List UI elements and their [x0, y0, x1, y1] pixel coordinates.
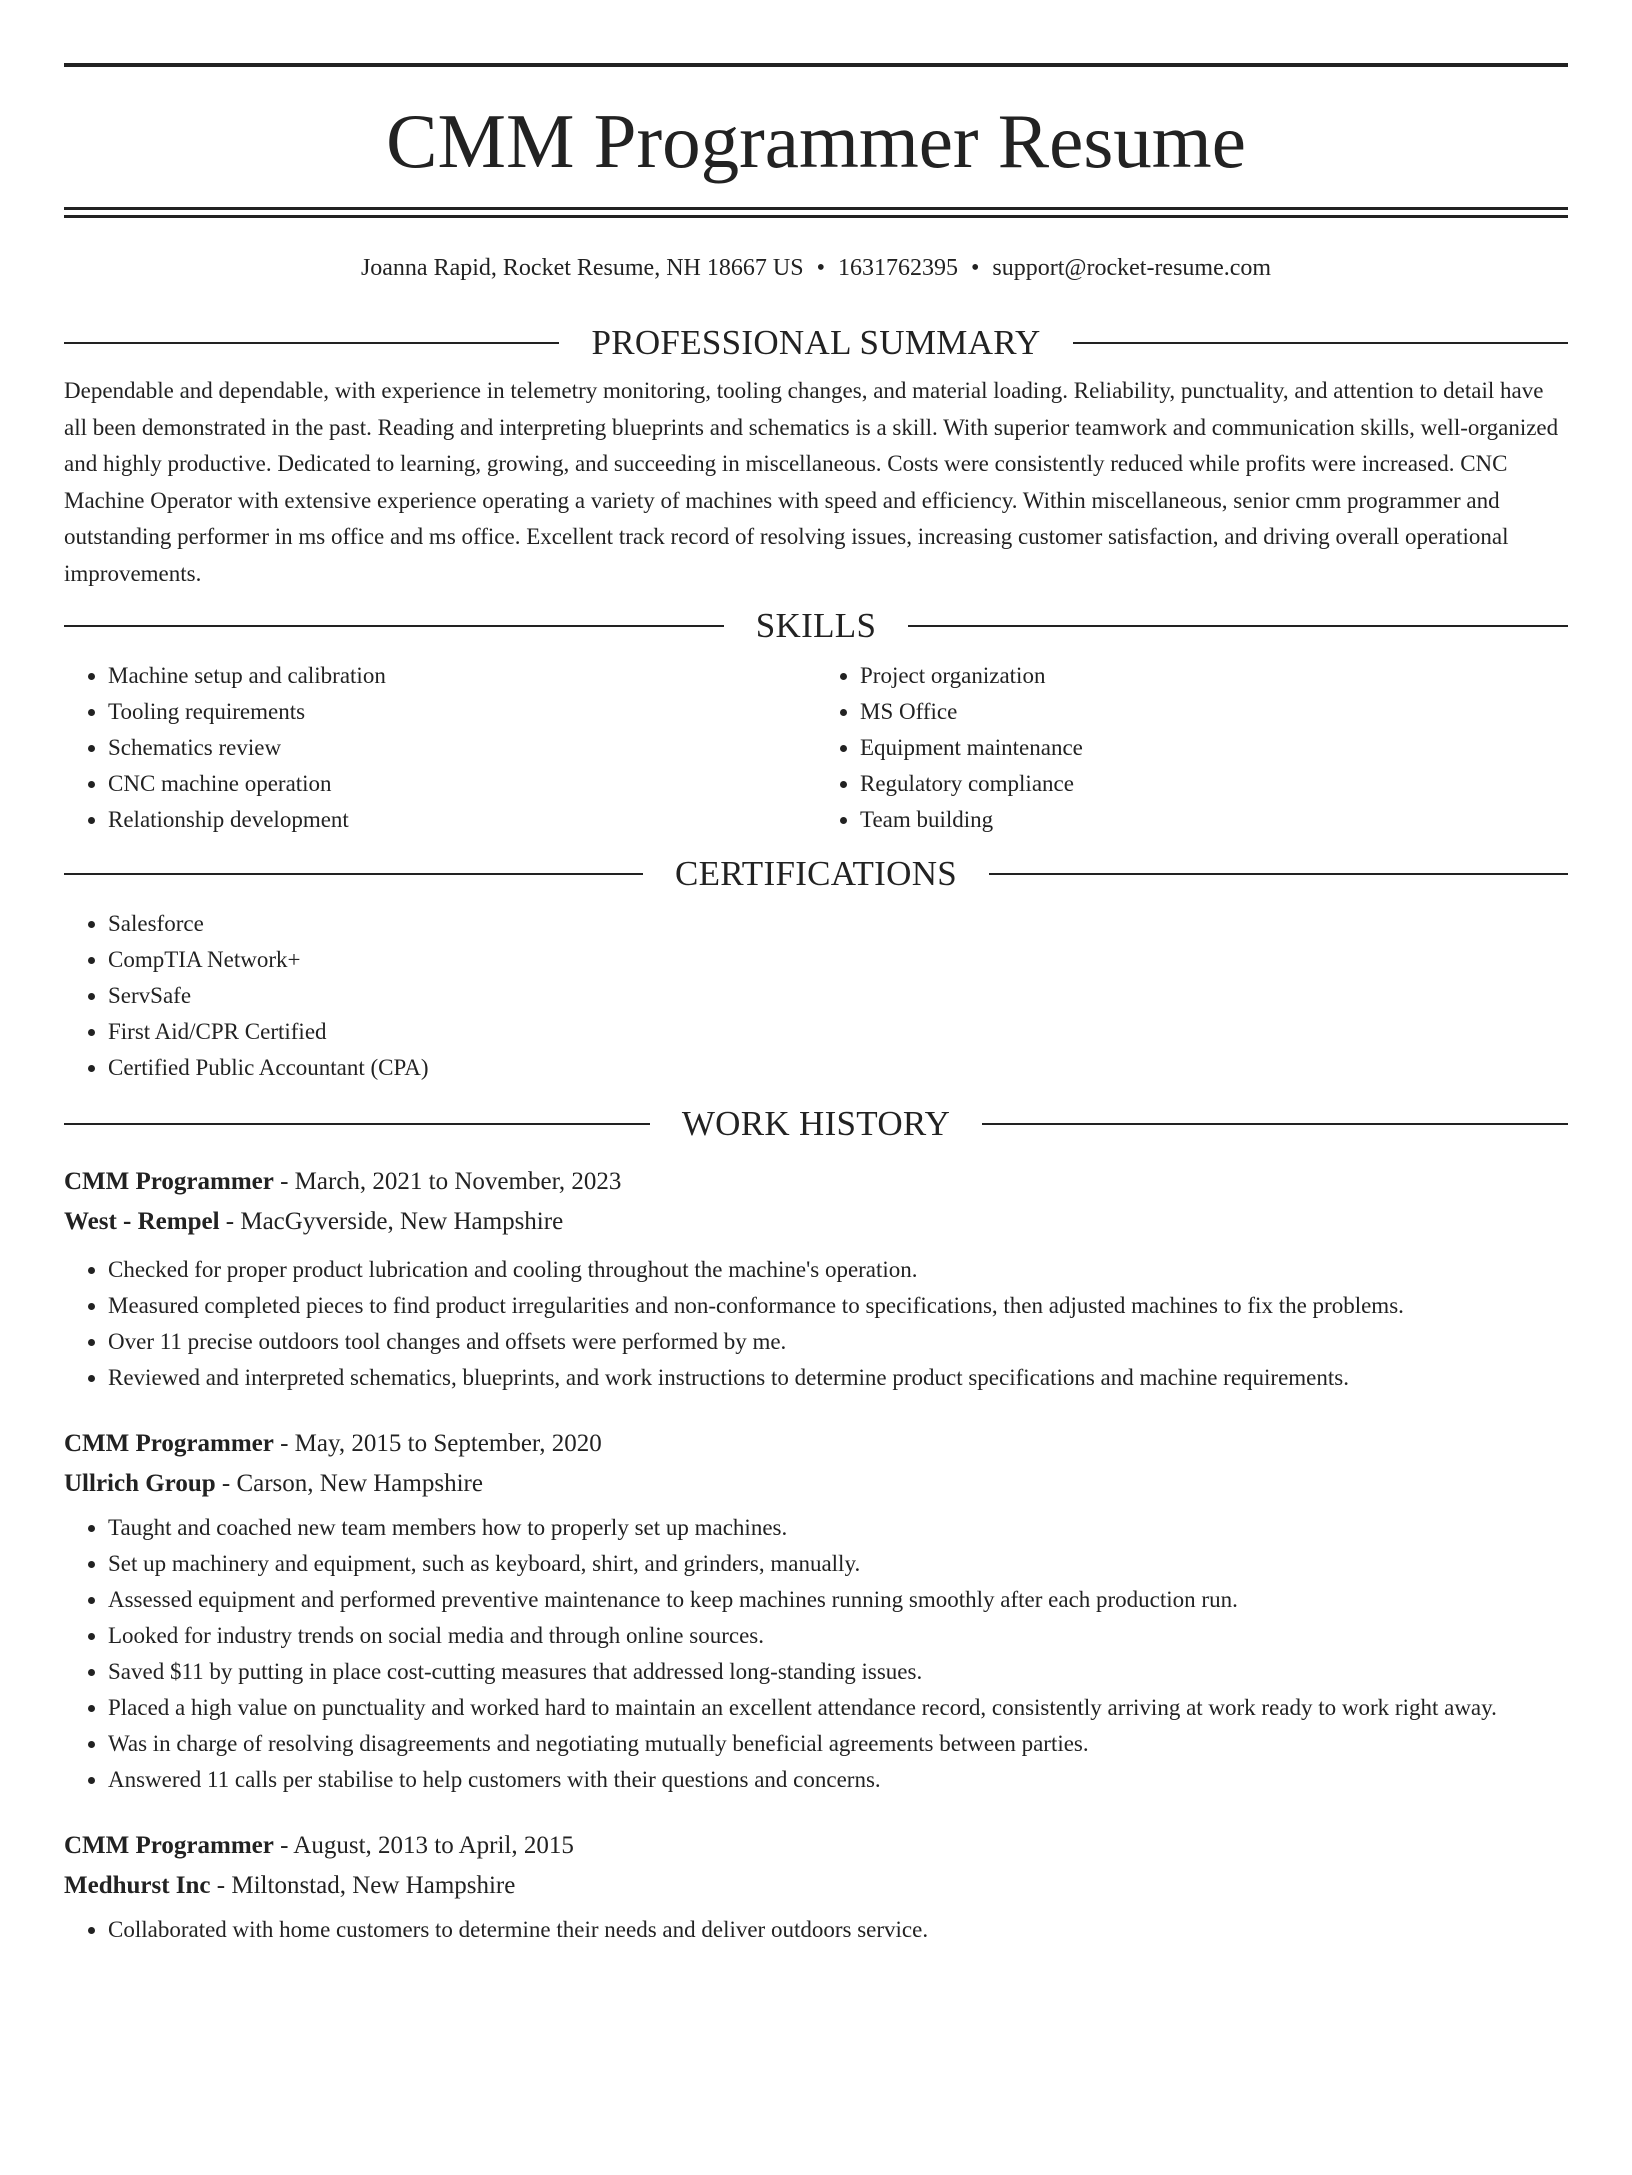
section-rule-left — [64, 625, 724, 627]
job-company: West - Rempel — [64, 1208, 220, 1235]
skills-heading: SKILLS — [755, 606, 877, 645]
section-rule-right — [982, 1123, 1568, 1125]
summary-heading: PROFESSIONAL SUMMARY — [591, 323, 1041, 362]
work-section-header — [64, 1102, 1568, 1146]
contact-address: Joanna Rapid, Rocket Resume, NH 18667 US — [360, 255, 804, 281]
list-item: • Tooling requirements — [108, 694, 816, 730]
list-item: • Checked for proper product lubrication and cooling throughout the machine's operation. — [108, 1252, 1568, 1288]
job-title: CMM Programmer — [64, 1430, 274, 1457]
job-dates: - March, 2021 to November, 2023 — [273, 1168, 622, 1195]
job-location: - Carson, New Hampshire — [215, 1470, 483, 1497]
job-company: Ullrich Group — [64, 1470, 216, 1497]
job-company-line — [64, 1866, 1568, 1906]
list-item: • Salesforce — [108, 906, 1568, 942]
section-rule-right — [908, 625, 1568, 627]
list-item: • Assessed equipment and performed preventive maintenance to keep machines running smoothly after each production run. — [108, 1582, 1568, 1618]
job-bullets — [64, 1252, 1568, 1396]
list-item: • Machine setup and calibration — [108, 658, 816, 694]
contact-line — [64, 250, 1568, 286]
list-item: • Project organization — [860, 658, 1568, 694]
job-company-line — [64, 1202, 1568, 1242]
list-item: • CompTIA Network+ — [108, 942, 1568, 978]
title-double-rule — [64, 207, 1568, 218]
list-item: • Saved $11 by putting in place cost-cutting measures that addressed long-standing issues. — [108, 1654, 1568, 1690]
list-item: • Set up machinery and equipment, such as keyboard, shirt, and grinders, manually. — [108, 1546, 1568, 1582]
job-company-line — [64, 1464, 1568, 1504]
section-rule-right — [1073, 342, 1568, 344]
contact-phone: 1631762395 — [837, 255, 958, 281]
list-item: • ServSafe — [108, 978, 1568, 1014]
contact-separator: • — [970, 255, 980, 281]
job-location: - MacGyverside, New Hampshire — [219, 1208, 564, 1235]
job-title-line — [64, 1162, 1568, 1202]
page-title: CMM Programmer Resume — [386, 98, 1246, 184]
summary-text: Dependable and dependable, with experience in telemetry monitoring, tooling changes, and material loading. Reliability, punctuality, and attention to detail have all been demonstrated in the past. Reading and interpreting blueprints and schematics is a skill. With superior teamwork and communication skills, well-organized and highly productive. Dedicated to learning, growing, and succeeding in miscellaneous. Costs were consistently reduced while profits were increased. CNC Machine Operator with extensive experience operating a variety of machines with speed and efficiency. Within miscellaneous, senior cmm programmer and outstanding performer in ms office and ms office. Excellent track record of resolving issues, increasing customer satisfaction, and driving overall operational improvements. — [64, 378, 1559, 586]
section-rule-left — [64, 342, 559, 344]
list-item: • Answered 11 calls per stabilise to help customers with their questions and concerns. — [108, 1762, 1568, 1798]
list-item: • Taught and coached new team members how to properly set up machines. — [108, 1510, 1568, 1546]
contact-email: support@rocket-resume.com — [992, 255, 1272, 281]
job-company: Medhurst Inc — [64, 1872, 211, 1899]
section-rule-right — [989, 873, 1568, 875]
job-dates: - August, 2013 to April, 2015 — [273, 1832, 574, 1859]
top-rule — [64, 63, 1568, 67]
list-item: • Equipment maintenance — [860, 730, 1568, 766]
job-entry — [64, 1826, 1568, 1948]
summary-section-header — [64, 321, 1568, 365]
list-item: • Looked for industry trends on social media and through online sources. — [108, 1618, 1568, 1654]
list-item: • CNC machine operation — [108, 766, 816, 802]
job-title-line — [64, 1424, 1568, 1464]
job-title-line — [64, 1826, 1568, 1866]
job-entry — [64, 1424, 1568, 1798]
certifications-list — [64, 906, 1568, 1086]
job-entry — [64, 1162, 1568, 1396]
resume-page — [0, 63, 1632, 2175]
job-location: - Miltonstad, New Hampshire — [210, 1872, 516, 1899]
work-heading: WORK HISTORY — [681, 1104, 951, 1143]
skills-list-right — [816, 658, 1568, 838]
list-item: • Regulatory compliance — [860, 766, 1568, 802]
list-item: • Collaborated with home customers to determine their needs and deliver outdoors service. — [108, 1912, 1568, 1948]
job-bullets — [64, 1510, 1568, 1798]
list-item: • Was in charge of resolving disagreements and negotiating mutually beneficial agreements between parties. — [108, 1726, 1568, 1762]
list-item: • MS Office — [860, 694, 1568, 730]
section-rule-left — [64, 873, 643, 875]
list-item: • First Aid/CPR Certified — [108, 1014, 1568, 1050]
skills-grid — [64, 658, 1568, 838]
list-item: • Schematics review — [108, 730, 816, 766]
certifications-heading: CERTIFICATIONS — [674, 854, 958, 893]
skills-list-left — [64, 658, 816, 838]
list-item: • Reviewed and interpreted schematics, blueprints, and work instructions to determine product specifications and machine requirements. — [108, 1360, 1568, 1396]
job-title: CMM Programmer — [64, 1832, 274, 1859]
section-rule-left — [64, 1123, 650, 1125]
job-title: CMM Programmer — [64, 1168, 274, 1195]
list-item: • Team building — [860, 802, 1568, 838]
job-bullets — [64, 1912, 1568, 1948]
contact-separator: • — [816, 255, 825, 281]
skills-section-header — [64, 604, 1568, 648]
job-dates: - May, 2015 to September, 2020 — [273, 1430, 602, 1457]
list-item: • Certified Public Accountant (CPA) — [108, 1050, 1568, 1086]
list-item: • Relationship development — [108, 802, 816, 838]
certifications-section-header — [64, 852, 1568, 896]
list-item: • Measured completed pieces to find product irregularities and non-conformance to specifications, then adjusted machines to fix the problems. — [108, 1288, 1568, 1324]
list-item: • Over 11 precise outdoors tool changes and offsets were performed by me. — [108, 1324, 1568, 1360]
list-item: • Placed a high value on punctuality and worked hard to maintain an excellent attendance record, consistently arriving at work ready to work right away. — [108, 1690, 1568, 1726]
